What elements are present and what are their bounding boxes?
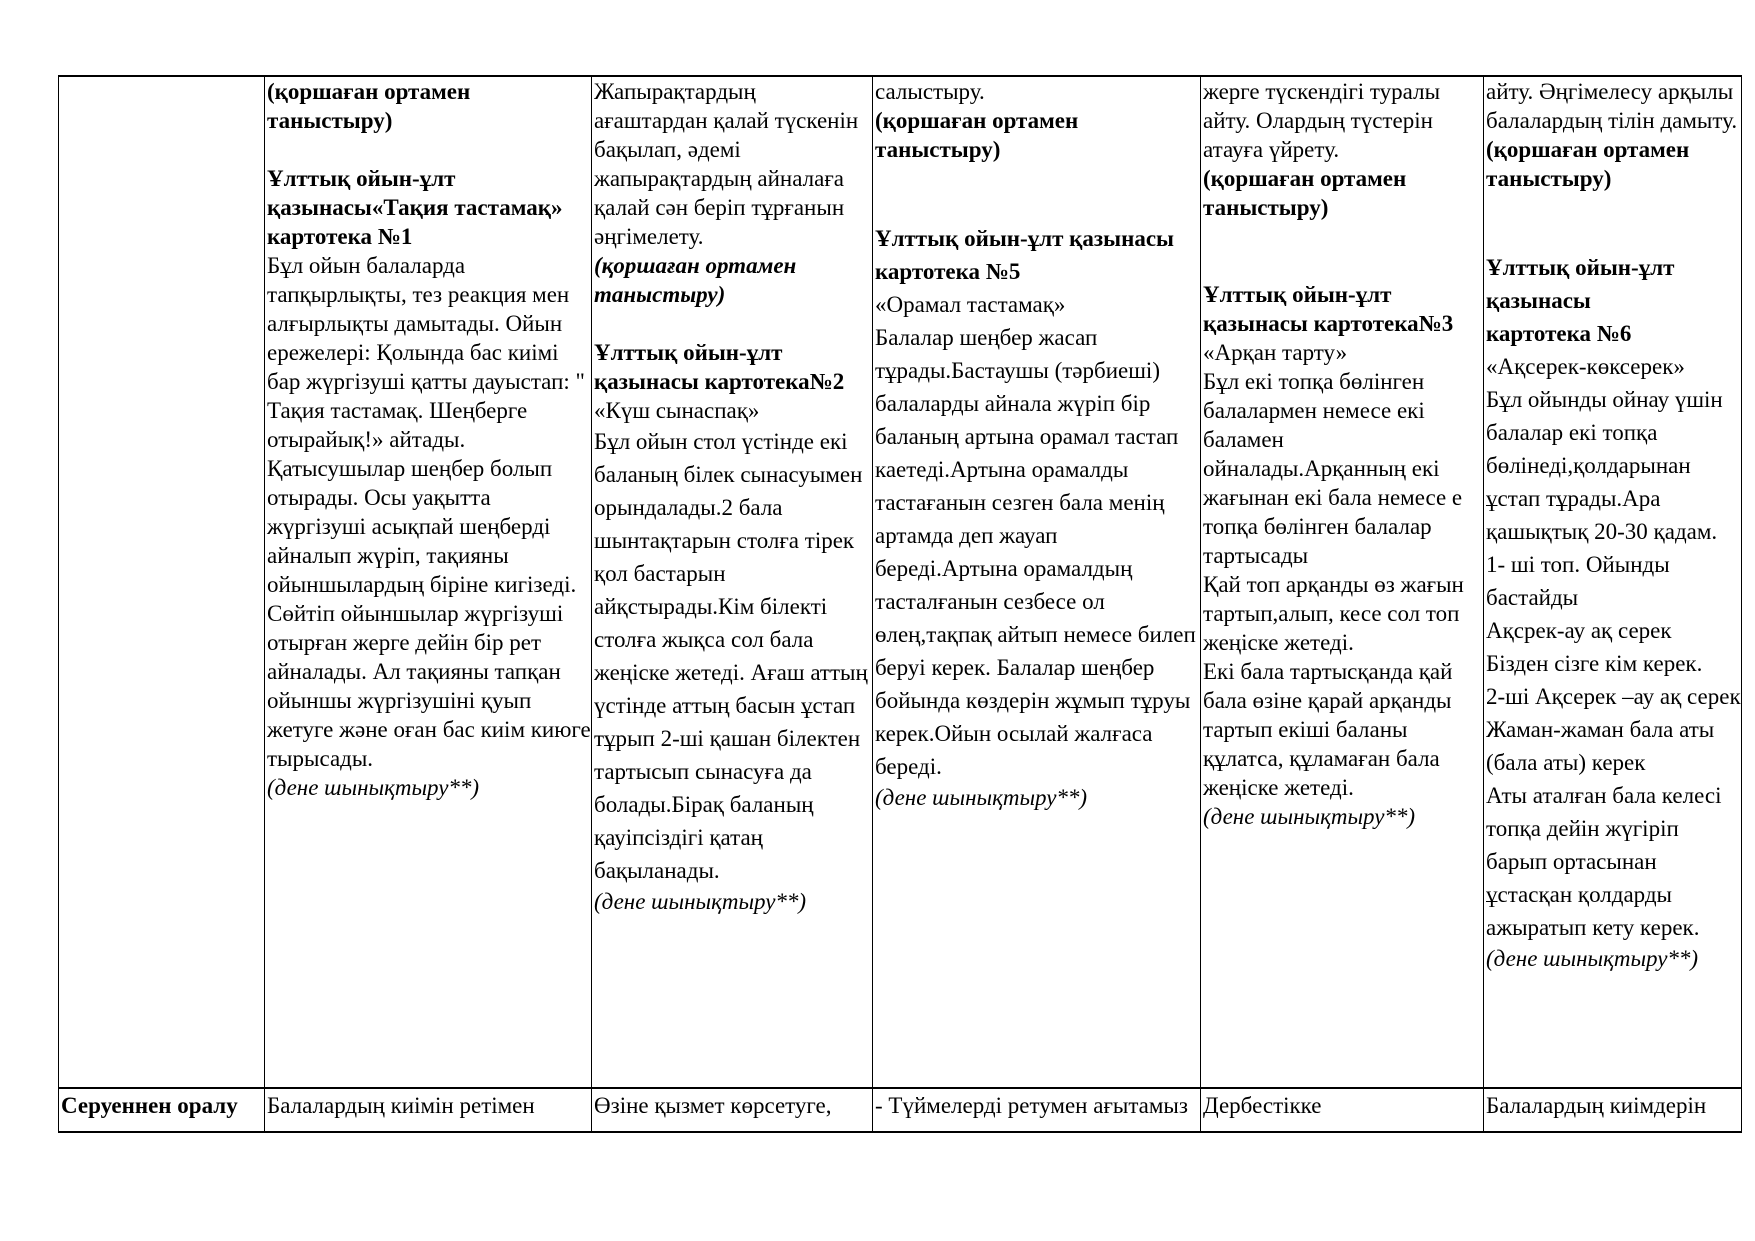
game-name: «Арқан тарту»: [1203, 340, 1348, 365]
game-title: Ұлттық ойын-ұлт қазынасы: [1486, 255, 1675, 313]
intro-text: салыстыру.: [875, 79, 985, 104]
table-row: [59, 1088, 1742, 1132]
game-description: Бұл ойын балаларда тапқырлықты, тез реакция мен алғырлықты дамытады. Ойын ережелері: Қолында бас киімі бар жүргізуші қатты дауыстап: " Тақия тастамақ. Шеңберге отырайық!» айтады. Қатысушылар шеңбер болып отырады. Осы уақытта жүргізуші асықпай шеңберді айналып жүріп, тақияны ойыншылардың біріне кигізеді. Сөйтіп ойыншылар жүргізуші отырған жерге дейін бір рет айналады. Ал тақияны тапқан ойыншы жүргізушіні қуып жетуге және оған бас киім киюге тырысады.: [267, 253, 591, 771]
intro-text: айту. Әңгімелесу арқылы балалардың тілін дамыту.: [1486, 79, 1738, 133]
table-row: [59, 76, 1742, 1088]
column-4-cell: [1201, 76, 1484, 1088]
category-pe: (дене шынықтыру**): [875, 785, 1088, 810]
label-cell-empty: [59, 76, 265, 1088]
bottom-cell-5: Балалардың киімдерін: [1484, 1088, 1742, 1132]
game-name: «Ақсерек-көксерек»: [1486, 354, 1685, 379]
intro-text: Жапырақтардың ағаштардан қалай түскенін бақылап, әдемі жапырақтардың айналаға қалай сән беріп тұрғанын әңгімелету.: [594, 79, 859, 249]
game-description-3: Екі бала тартысқанда қай бала өзіне қарай арқанды тартып екіші баланы құлатса, құламаған бала жеңіске жетеді.: [1203, 659, 1453, 800]
category-env: (қоршаған ортамен таныстыру): [594, 253, 797, 307]
bottom-cell-1: Балалардың киімін ретімен: [265, 1088, 592, 1132]
row-label: Серуеннен оралу: [59, 1088, 265, 1132]
game-title: Ұлттық ойын-ұлт қазынасы картотека№2: [594, 340, 845, 394]
card-number: картотека №6: [1486, 321, 1632, 346]
category-pe: (дене шынықтыру**): [1203, 804, 1416, 829]
column-5-cell: [1484, 76, 1742, 1088]
bottom-cell-2: Өзіне қызмет көрсетуге,: [592, 1088, 873, 1132]
category-pe: (дене шынықтыру**): [1486, 946, 1699, 971]
game-title: Ұлттық ойын-ұлт қазынасы«Тақия тастамақ»: [267, 166, 563, 220]
game-description-1: Бұл екі топқа бөлінген балалармен немесе екі баламен ойналады.Арқанның екі жағынан екі бала немесе е топқа бөлінген балалар тартысады: [1203, 369, 1463, 568]
category-pe: (дене шынықтыру**): [594, 889, 807, 914]
game-title: Ұлттық ойын-ұлт қазынасы картотека №5: [875, 226, 1175, 284]
column-3-cell: [873, 76, 1201, 1088]
category-pe: (дене шынықтыру**): [267, 775, 480, 800]
schedule-table: [58, 75, 1742, 1133]
game-title: Ұлттық ойын-ұлт қазынасы картотека№3: [1203, 282, 1454, 336]
game-description-end: Аты аталған бала келесі топқа дейін жүгіріп барып ортасынан ұстасқан қолдарды ажыратып кету керек.: [1486, 783, 1722, 940]
intro-text: жерге түскендігі туралы айту. Олардың түстерін атауға үйрету.: [1203, 79, 1441, 162]
verse-line-3: 2-ші Ақсерек –ау ақ серек: [1486, 684, 1741, 709]
category-env: (қоршаған ортамен таныстыру): [1203, 166, 1407, 220]
category-env: (қоршаған ортамен таныстыру): [1486, 137, 1690, 191]
game-description: Бұл ойын стол үстінде екі баланың білек сынасуымен орындалады.2 бала шынтақтарын столға тірек қол бастарын айқстырады.Кім білекті столға жықса сол бала жеңіске жетеді. Ағаш аттың үстінде аттың басын ұстап тұрып 2-ші қашан білектен тартысып сынасуға да болады.Бірақ баланың қауіпсіздігі қатаң бақыланады.: [594, 429, 868, 883]
game-description-2: Қай топ арқанды өз жағын тартып,алып, кесе сол топ жеңіске жетеді.: [1203, 572, 1464, 655]
game-name: «Күш сынаспақ»: [594, 398, 760, 423]
category-env: (қоршаған ортамен таныстыру): [875, 108, 1079, 162]
game-description: Балалар шеңбер жасап тұрады.Бастаушы (тәрбиеші) балаларды айнала жүріп бір баланың артына орамал тастап каетеді.Артына орамалды тастағанын сезген бала менің артамда деп жауап береді.Артына орамалдың тасталғанын сезбесе ол өлең,тақпақ айтып немесе билеп беруі керек. Балалар шеңбер бойында көздерін жұмып тұруы керек.Ойын осылай жалғаса береді.: [875, 325, 1196, 779]
card-number: картотека №1: [267, 224, 413, 249]
category-env: (қоршаған ортамен таныстыру): [267, 79, 471, 133]
game-description: Бұл ойынды ойнау үшін балалар екі топқа бөлінеді,қолдарынан ұстап тұрады.Ара қашықтық 20-30 қадам. 1- ші топ. Ойынды бастайды: [1486, 387, 1723, 610]
column-1-cell: [265, 76, 592, 1088]
bottom-cell-4: Дербестікке: [1201, 1088, 1484, 1132]
verse-line-4: Жаман-жаман бала аты (бала аты) керек: [1486, 717, 1715, 775]
game-name: «Орамал тастамақ»: [875, 292, 1066, 317]
bottom-cell-3: - Түймелерді ретумен ағытамыз: [873, 1088, 1201, 1132]
verse-line-2: Бізден сізге кім керек.: [1486, 651, 1703, 676]
verse-line-1: Ақсрек-ау ақ серек: [1486, 618, 1672, 643]
column-2-cell: [592, 76, 873, 1088]
